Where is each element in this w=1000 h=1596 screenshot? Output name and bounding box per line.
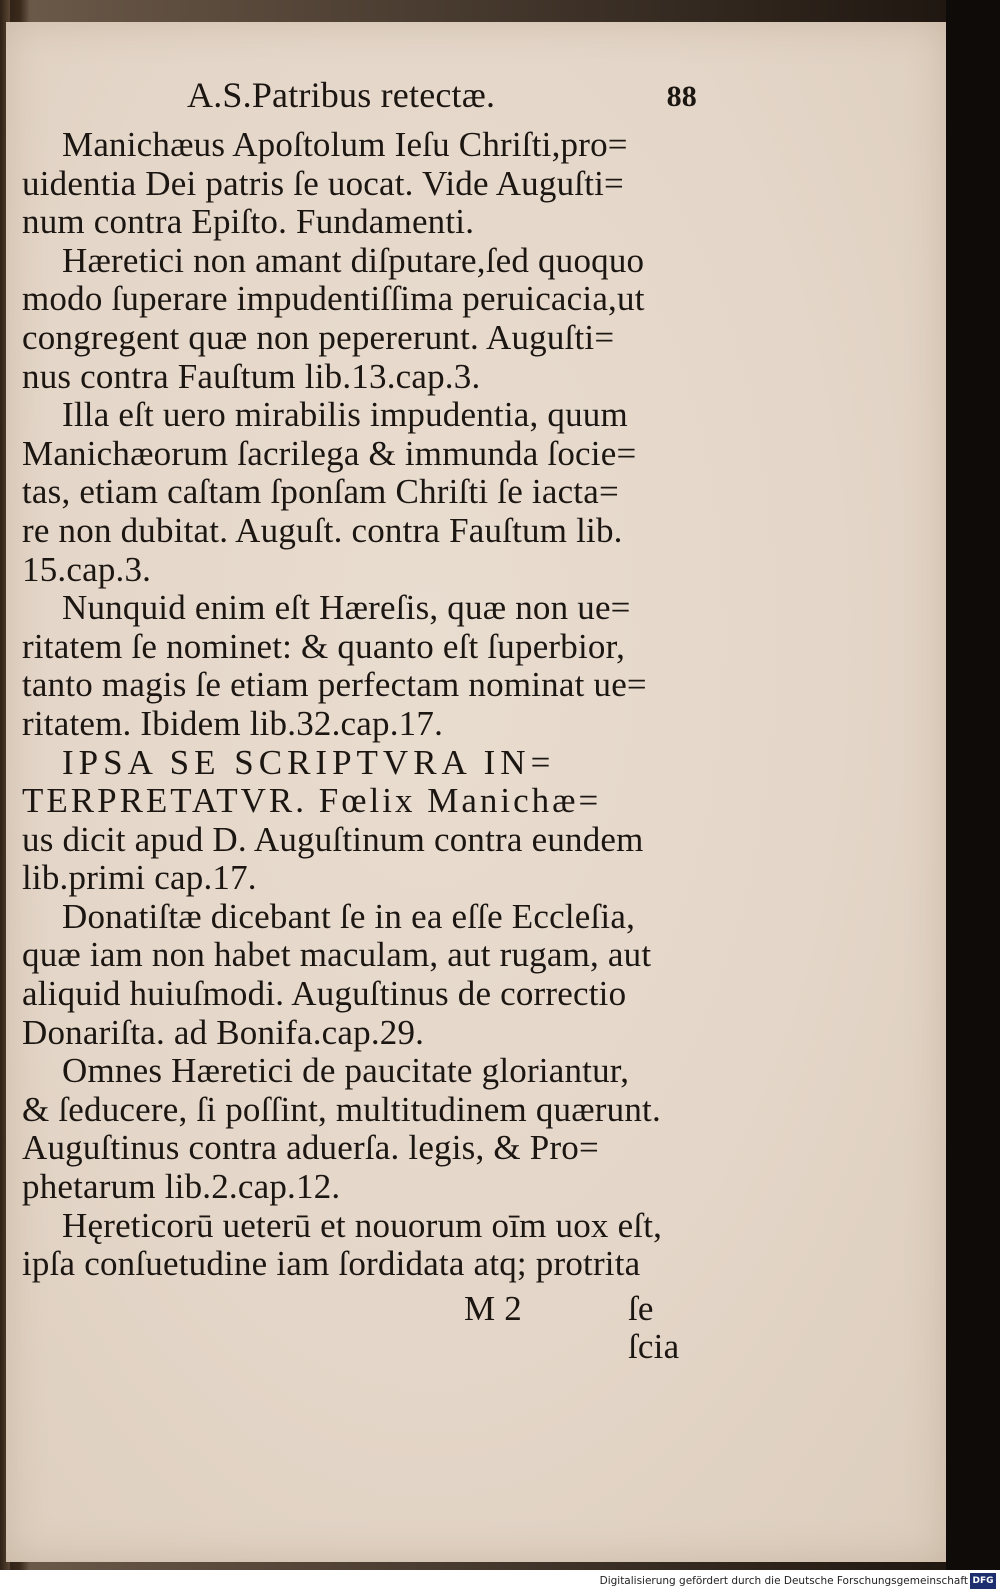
text-line: modo ſuperare impudentiſſima peruicacia,ut [22, 279, 645, 319]
text-line: tanto magis ſe etiam perfectam nominat ue= [22, 665, 647, 705]
funding-credit: Digitalisierung gefördert durch die Deutsche Forschungsgemeinschaft [599, 1575, 968, 1587]
paragraph-6 [22, 898, 707, 1052]
text-line: re non dubitat. Auguſt. contra Fauſtum lib. [22, 510, 623, 550]
text-line: phetarum lib.2.cap.12. [22, 1167, 341, 1207]
signature-mark: M 2 [464, 1288, 522, 1328]
text-line: TERPRETATVR. Fœlix Manichæ= [22, 781, 602, 821]
text-line: congregent quæ non pepererunt. Auguſti= [22, 317, 615, 357]
paragraph-2 [22, 242, 707, 396]
text-line: ritatem. Ibidem lib.32.cap.17. [22, 703, 444, 743]
text-line: Donariſta. ad Bonifa.cap.29. [22, 1012, 425, 1052]
text-line: us dicit apud D. Auguſtinum contra eundem [22, 819, 644, 859]
text-line: Auguſtinus contra aduerſa. legis, & Pro= [22, 1128, 599, 1168]
text-line: Omnes Hæretici de paucitate gloriantur, [62, 1051, 630, 1091]
text-line: Manichæus Apoſtolum Ieſu Chriſti,pro= [62, 125, 628, 164]
paragraph-1 [22, 126, 707, 242]
text-line: num contra Epiſto. Fundamenti. [22, 202, 475, 242]
page-header [22, 76, 707, 122]
paragraph-4 [22, 589, 707, 743]
text-line: tas, etiam caſtam ſponſam Chriſti ſe iacta= [22, 472, 619, 512]
text-line: Nunquid enim eſt Hæreſis, quæ non ue= [62, 588, 631, 628]
text-line: Donatiſtæ dicebant ſe in ea eſſe Eccleſia, [62, 896, 636, 936]
page-foot [22, 1288, 707, 1367]
text-line: quæ iam non habet maculam, aut rugam, aut [22, 935, 652, 975]
text-line: Hęreticorū ueterū et nouorum oīm uox eſt, [62, 1205, 663, 1245]
dfg-logo-badge: DFG [970, 1573, 996, 1589]
text-line: lib.primi cap.17. [22, 858, 257, 898]
text-line: Hæretici non amant diſputare,ſed quoquo [62, 240, 645, 280]
text-line: & ſeducere, ſi poſſint, multitudinem quærunt. [22, 1089, 661, 1129]
scan-right-edge [946, 0, 1000, 1570]
paragraph-8 [22, 1207, 707, 1284]
page-text [22, 75, 707, 1367]
text-line: 15.cap.3. [22, 549, 152, 589]
text-line: aliquid huiuſmodi. Auguſtinus de correctio [22, 974, 627, 1014]
paragraph-5 [22, 744, 707, 898]
text-line: ipſa conſuetudine iam ſordidata atq; protrita [22, 1244, 641, 1284]
folio-number: 88 [666, 80, 697, 113]
text-line: nus contra Fauſtum lib.13.cap.3. [22, 356, 481, 396]
running-head: A.S.Patribus retectæ. [187, 75, 496, 115]
text-line: ritatem ſe nominet: & quanto eſt ſuperbior, [22, 626, 626, 666]
catchword: ſe ſcia [628, 1288, 680, 1367]
digitization-footer [0, 1570, 1000, 1596]
text-line: IPSA SE SCRIPTVRA IN= [62, 742, 556, 782]
paragraph-3 [22, 396, 707, 589]
text-line: Manichæorum ſacrilega & immunda ſocie= [22, 433, 637, 473]
paragraph-7 [22, 1052, 707, 1206]
text-line: Illa eſt uero mirabilis impudentia, quum [62, 395, 628, 435]
text-line: uidentia Dei patris ſe uocat. Vide Auguſti= [22, 163, 624, 203]
